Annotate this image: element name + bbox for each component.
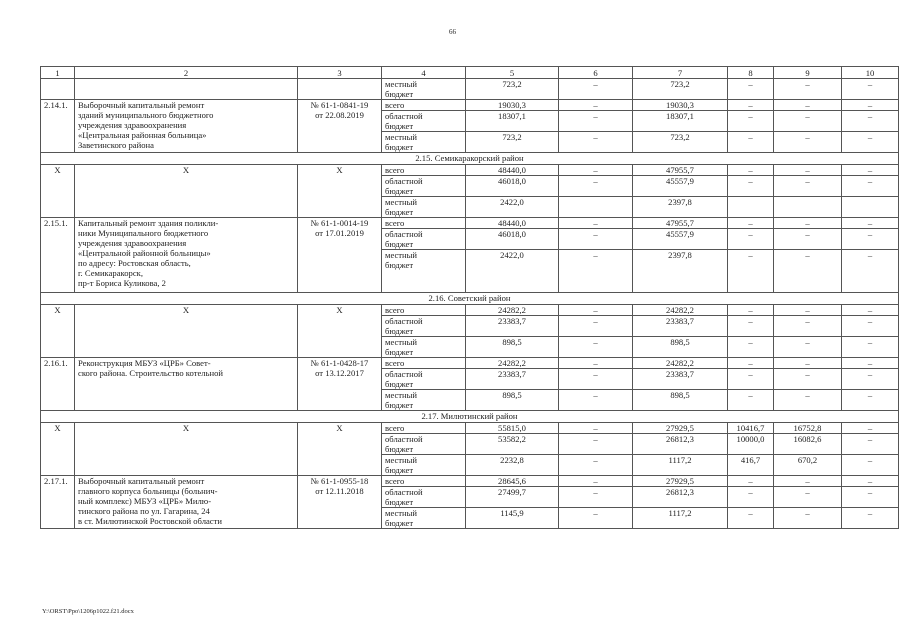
value-cell: 46018,0: [466, 176, 559, 197]
value-cell: –: [559, 229, 633, 250]
value-cell: 2397,8: [633, 197, 728, 218]
value-cell: –: [842, 337, 899, 358]
value-cell: –: [774, 316, 842, 337]
value-cell: 1117,2: [633, 508, 728, 529]
value-cell: –: [728, 100, 774, 111]
value-cell: –: [842, 305, 899, 316]
value-cell: 27929,5: [633, 423, 728, 434]
value-cell: 28645,6: [466, 476, 559, 487]
value-cell: 416,7: [728, 455, 774, 476]
header-cell: 1: [41, 67, 75, 79]
budget-type-cell: областной бюджет: [382, 434, 466, 455]
header-cell: 5: [466, 67, 559, 79]
budget-type-cell: областной бюджет: [382, 369, 466, 390]
value-cell: –: [774, 218, 842, 229]
header-cell: 9: [774, 67, 842, 79]
header-cell: 7: [633, 67, 728, 79]
value-cell: –: [559, 455, 633, 476]
table-row: [41, 305, 899, 316]
table-row: [41, 476, 899, 487]
value-cell: –: [842, 487, 899, 508]
value-cell: –: [774, 358, 842, 369]
value-cell: –: [774, 369, 842, 390]
header-cell: 8: [728, 67, 774, 79]
value-cell: [842, 197, 899, 218]
value-cell: 27929,5: [633, 476, 728, 487]
budget-type-cell: всего: [382, 165, 466, 176]
value-cell: –: [728, 111, 774, 132]
budget-type-cell: местный бюджет: [382, 508, 466, 529]
value-cell: –: [559, 487, 633, 508]
section-title: 2.16. Советский район: [41, 293, 899, 305]
value-cell: –: [842, 165, 899, 176]
value-cell: –: [774, 176, 842, 197]
value-cell: –: [842, 111, 899, 132]
value-cell: 898,5: [633, 390, 728, 411]
value-cell: –: [842, 369, 899, 390]
value-cell: –: [728, 132, 774, 153]
value-cell: –: [728, 250, 774, 293]
value-cell: 2422,0: [466, 197, 559, 218]
header-cell: 6: [559, 67, 633, 79]
value-cell: –: [842, 390, 899, 411]
value-cell: 48440,0: [466, 218, 559, 229]
value-cell: 10000,0: [728, 434, 774, 455]
value-cell: –: [842, 423, 899, 434]
table-row: [41, 218, 899, 229]
x-mark: X: [298, 165, 382, 218]
value-cell: –: [559, 316, 633, 337]
budget-type-cell: всего: [382, 476, 466, 487]
value-cell: 24282,2: [633, 358, 728, 369]
value-cell: –: [842, 229, 899, 250]
value-cell: –: [728, 305, 774, 316]
x-mark: X: [298, 423, 382, 476]
value-cell: –: [842, 176, 899, 197]
value-cell: 45557,9: [633, 229, 728, 250]
value-cell: –: [559, 423, 633, 434]
value-cell: –: [728, 176, 774, 197]
value-cell: –: [774, 111, 842, 132]
value-cell: –: [728, 358, 774, 369]
value-cell: –: [842, 476, 899, 487]
section-title: 2.17. Милютинский район: [41, 411, 899, 423]
table-row: [41, 358, 899, 369]
x-mark: X: [41, 165, 75, 218]
value-cell: 2232,8: [466, 455, 559, 476]
item-description: Капитальный ремонт здания поликли- ники Муниципального бюджетного учреждения здравоохранения «Центральной районной больницы» по адресу: Ростовская область, г. Семикаракорск, пр-т Бориса Куликова, 2: [75, 218, 298, 293]
value-cell: 23383,7: [466, 316, 559, 337]
value-cell: –: [559, 100, 633, 111]
value-cell: –: [774, 165, 842, 176]
value-cell: –: [774, 337, 842, 358]
value-cell: –: [559, 434, 633, 455]
budget-type-cell: местный бюджет: [382, 455, 466, 476]
x-mark: X: [41, 423, 75, 476]
value-cell: –: [559, 250, 633, 293]
value-cell: 47955,7: [633, 165, 728, 176]
value-cell: [728, 197, 774, 218]
section-row: [41, 293, 899, 305]
value-cell: –: [774, 508, 842, 529]
value-cell: –: [728, 229, 774, 250]
budget-type-cell: областной бюджет: [382, 176, 466, 197]
value-cell: 1145,9: [466, 508, 559, 529]
value-cell: –: [842, 132, 899, 153]
budget-type-cell: всего: [382, 305, 466, 316]
budget-type-cell: местный бюджет: [382, 337, 466, 358]
budget-type-cell: местный бюджет: [382, 197, 466, 218]
value-cell: –: [842, 250, 899, 293]
value-cell: –: [728, 79, 774, 100]
value-cell: 2422,0: [466, 250, 559, 293]
value-cell: [559, 197, 633, 218]
value-cell: –: [842, 218, 899, 229]
value-cell: –: [559, 111, 633, 132]
value-cell: –: [774, 100, 842, 111]
value-cell: 47955,7: [633, 218, 728, 229]
value-cell: –: [774, 250, 842, 293]
value-cell: –: [774, 132, 842, 153]
item-number: 2.17.1.: [41, 476, 75, 529]
header-cell: 10: [842, 67, 899, 79]
value-cell: –: [559, 132, 633, 153]
table-row: [41, 423, 899, 434]
budget-table: [40, 66, 899, 529]
value-cell: 19030,3: [466, 100, 559, 111]
x-mark: X: [75, 423, 298, 476]
value-cell: 18307,1: [633, 111, 728, 132]
value-cell: 24282,2: [466, 305, 559, 316]
budget-type-cell: всего: [382, 218, 466, 229]
value-cell: –: [774, 390, 842, 411]
budget-type-cell: областной бюджет: [382, 316, 466, 337]
value-cell: –: [559, 337, 633, 358]
value-cell: –: [559, 369, 633, 390]
value-cell: 898,5: [633, 337, 728, 358]
value-cell: [774, 197, 842, 218]
value-cell: 723,2: [466, 132, 559, 153]
x-mark: X: [41, 305, 75, 358]
value-cell: –: [842, 316, 899, 337]
value-cell: 1117,2: [633, 455, 728, 476]
value-cell: –: [728, 390, 774, 411]
value-cell: –: [774, 79, 842, 100]
budget-type-cell: областной бюджет: [382, 229, 466, 250]
value-cell: 45557,9: [633, 176, 728, 197]
budget-type-cell: всего: [382, 358, 466, 369]
item-document: № 61-1-0955-18 от 12.11.2018: [298, 476, 382, 529]
value-cell: –: [559, 390, 633, 411]
value-cell: –: [842, 455, 899, 476]
budget-type-cell: местный бюджет: [382, 79, 466, 100]
value-cell: 27499,7: [466, 487, 559, 508]
value-cell: –: [774, 476, 842, 487]
budget-type-cell: местный бюджет: [382, 132, 466, 153]
value-cell: 898,5: [466, 337, 559, 358]
value-cell: 10416,7: [728, 423, 774, 434]
page-number: 66: [449, 28, 456, 36]
value-cell: –: [559, 508, 633, 529]
value-cell: 723,2: [633, 132, 728, 153]
value-cell: 23383,7: [466, 369, 559, 390]
header-cell: 4: [382, 67, 466, 79]
value-cell: 26812,3: [633, 434, 728, 455]
value-cell: 23383,7: [633, 316, 728, 337]
value-cell: 19030,3: [633, 100, 728, 111]
section-title: 2.15. Семикаракорский район: [41, 153, 899, 165]
value-cell: –: [774, 229, 842, 250]
value-cell: –: [559, 476, 633, 487]
item-document: № 61-1-0428-17 от 13.12.2017: [298, 358, 382, 411]
value-cell: –: [559, 165, 633, 176]
value-cell: –: [842, 100, 899, 111]
value-cell: –: [559, 218, 633, 229]
budget-type-cell: всего: [382, 100, 466, 111]
item-document: № 61-1-0841-19 от 22.08.2019: [298, 100, 382, 153]
value-cell: –: [728, 508, 774, 529]
value-cell: –: [559, 176, 633, 197]
value-cell: 55815,0: [466, 423, 559, 434]
value-cell: –: [728, 487, 774, 508]
table-row: [41, 79, 899, 100]
x-mark: X: [75, 305, 298, 358]
value-cell: –: [842, 358, 899, 369]
value-cell: –: [842, 79, 899, 100]
value-cell: 46018,0: [466, 229, 559, 250]
header-cell: 3: [298, 67, 382, 79]
budget-type-cell: областной бюджет: [382, 111, 466, 132]
budget-type-cell: областной бюджет: [382, 487, 466, 508]
value-cell: –: [728, 369, 774, 390]
value-cell: –: [842, 508, 899, 529]
item-number: 2.15.1.: [41, 218, 75, 293]
x-mark: X: [298, 305, 382, 358]
item-description: Реконструкция МБУЗ «ЦРБ» Совет- ского района. Строительство котельной: [75, 358, 298, 411]
table-row: [41, 165, 899, 176]
budget-type-cell: местный бюджет: [382, 250, 466, 293]
value-cell: 16082,6: [774, 434, 842, 455]
value-cell: –: [728, 165, 774, 176]
value-cell: –: [559, 358, 633, 369]
header-row: [41, 67, 899, 79]
value-cell: –: [728, 337, 774, 358]
value-cell: 23383,7: [633, 369, 728, 390]
value-cell: –: [774, 305, 842, 316]
value-cell: 48440,0: [466, 165, 559, 176]
table-row: [41, 100, 899, 111]
value-cell: –: [559, 305, 633, 316]
footer-file-path: Y:\ORST\Ppo\1206p1022.f21.docx: [42, 608, 134, 615]
value-cell: 53582,2: [466, 434, 559, 455]
value-cell: 723,2: [633, 79, 728, 100]
value-cell: –: [728, 316, 774, 337]
value-cell: –: [842, 434, 899, 455]
value-cell: 24282,2: [633, 305, 728, 316]
item-document: № 61-1-0014-19 от 17.01.2019: [298, 218, 382, 293]
item-number: 2.14.1.: [41, 100, 75, 153]
value-cell: 898,5: [466, 390, 559, 411]
value-cell: –: [728, 476, 774, 487]
item-number: 2.16.1.: [41, 358, 75, 411]
value-cell: –: [774, 487, 842, 508]
value-cell: 26812,3: [633, 487, 728, 508]
value-cell: –: [559, 79, 633, 100]
value-cell: 670,2: [774, 455, 842, 476]
budget-type-cell: всего: [382, 423, 466, 434]
section-row: [41, 153, 899, 165]
value-cell: 723,2: [466, 79, 559, 100]
header-cell: 2: [75, 67, 298, 79]
value-cell: –: [728, 218, 774, 229]
x-mark: X: [75, 165, 298, 218]
value-cell: 2397,8: [633, 250, 728, 293]
item-description: Выборочный капитальный ремонт зданий муниципального бюджетного учреждения здравоохранения «Центральная районная больница» Заветинского района: [75, 100, 298, 153]
value-cell: 18307,1: [466, 111, 559, 132]
item-description: Выборочный капитальный ремонт главного корпуса больницы (больнич- ный комплекс) МБУЗ «ЦРБ» Милю- тинского района по ул. Гагарина, 24 в ст. Милютинской Ростовской области: [75, 476, 298, 529]
section-row: [41, 411, 899, 423]
value-cell: 24282,2: [466, 358, 559, 369]
budget-type-cell: местный бюджет: [382, 390, 466, 411]
value-cell: 16752,8: [774, 423, 842, 434]
